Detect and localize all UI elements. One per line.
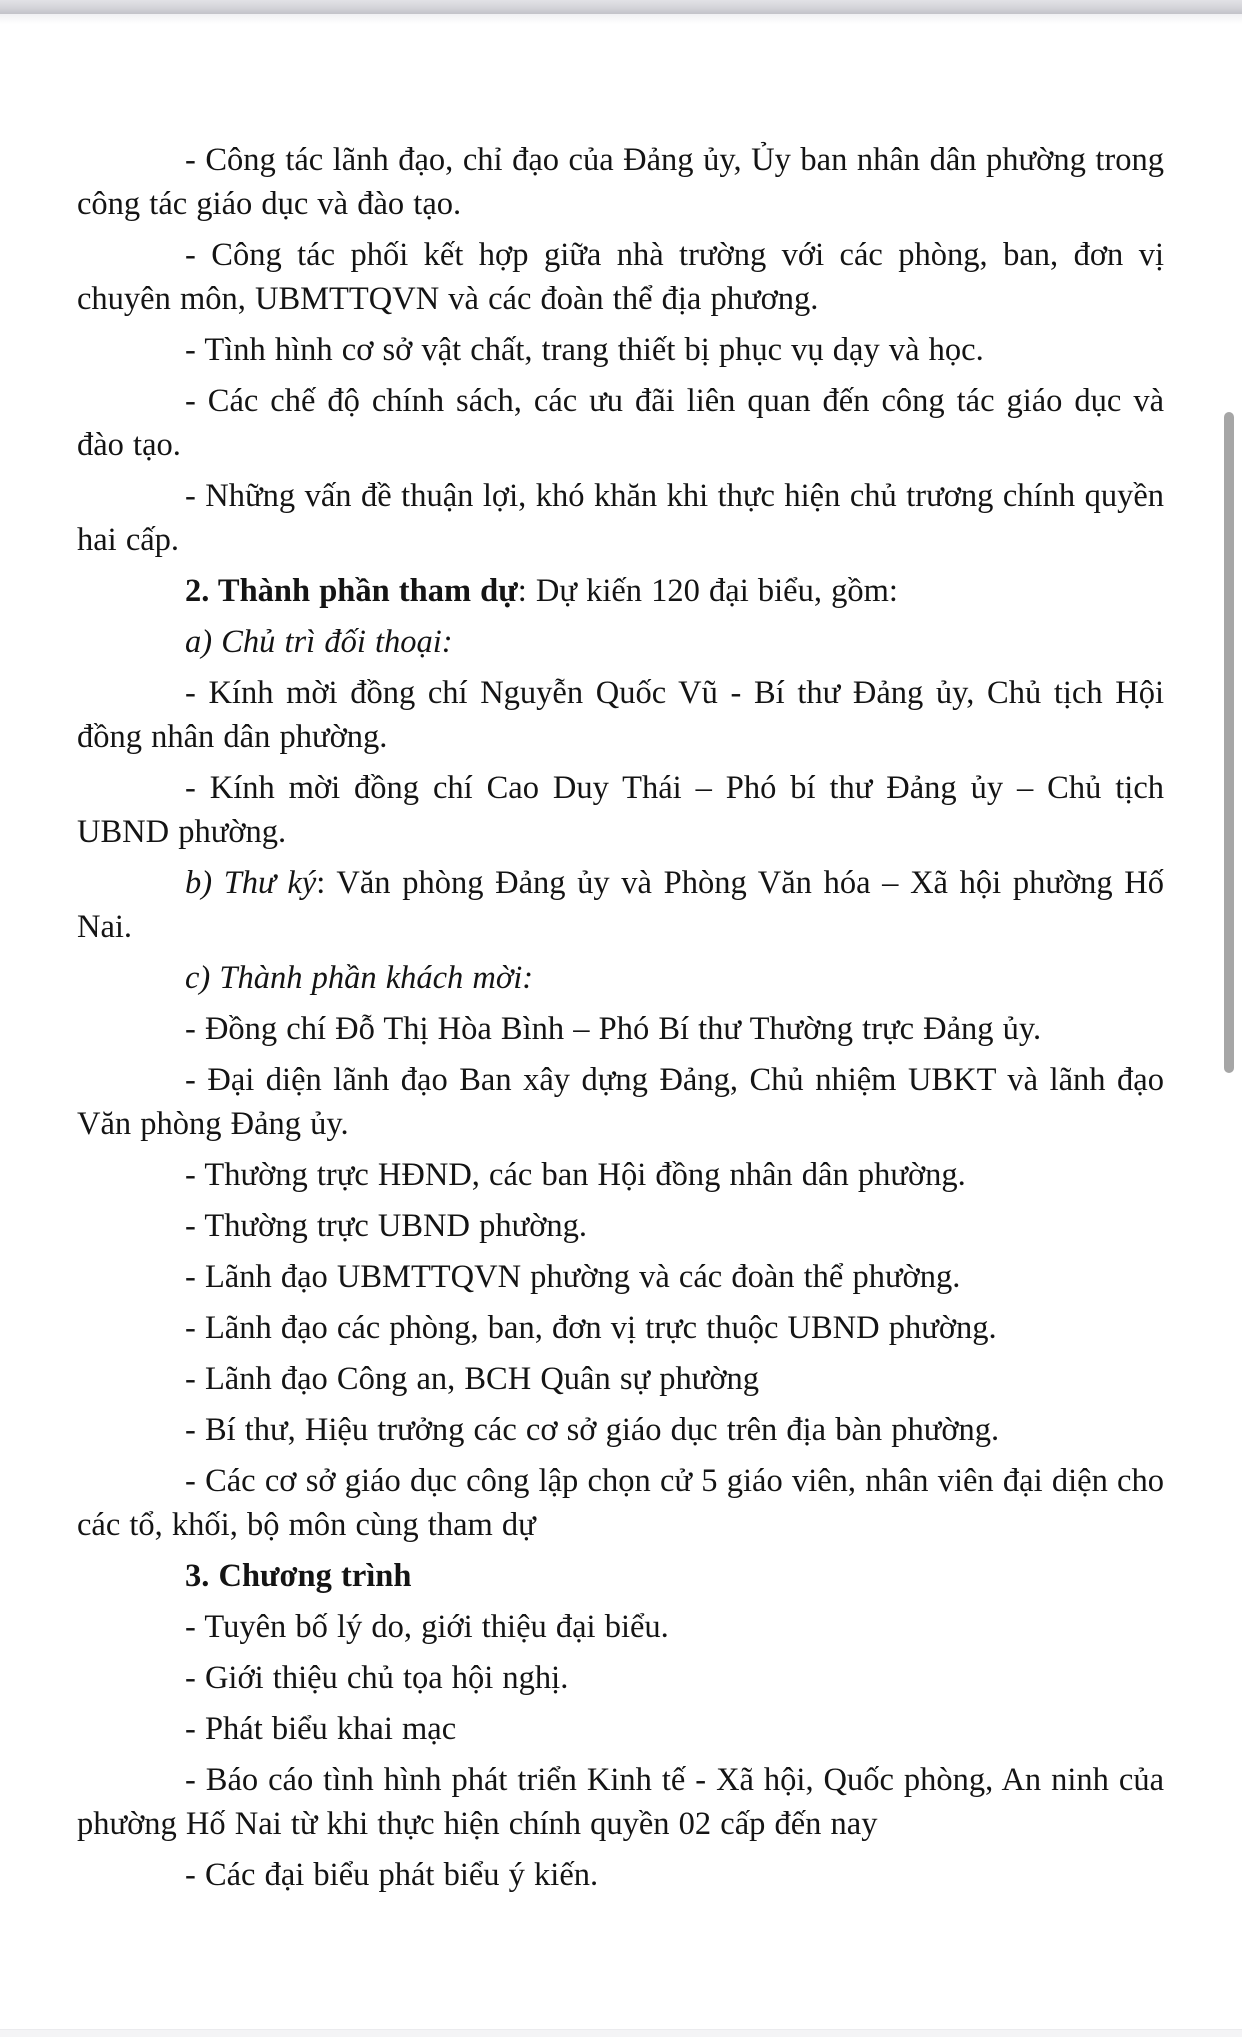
text-run: - Bí thư, Hiệu trưởng các cơ sở giáo dục trên địa bàn phường. — [185, 1412, 1000, 1448]
paragraph — [77, 328, 1164, 372]
text-run: : Văn phòng Đảng ủy và Phòng Văn hóa – Xã hội phường Hố Nai. — [77, 865, 1164, 945]
text-run: b) Thư ký — [185, 865, 317, 901]
text-run: - Thường trực UBND phường. — [185, 1208, 588, 1244]
paragraph — [77, 1306, 1164, 1350]
paragraph — [77, 766, 1164, 854]
paragraph — [77, 1007, 1164, 1051]
paragraph — [77, 233, 1164, 321]
text-run: - Các cơ sở giáo dục công lập chọn cử 5 giáo viên, nhân viên đại diện cho các tổ, khối, bộ môn cùng tham dự — [77, 1463, 1164, 1543]
top-chrome-bar — [0, 0, 1242, 14]
text-run: - Lãnh đạo các phòng, ban, đơn vị trực thuộc UBND phường. — [185, 1310, 997, 1346]
paragraph — [77, 1255, 1164, 1299]
text-run: - Lãnh đạo UBMTTQVN phường và các đoàn thể phường. — [185, 1259, 961, 1295]
text-run: - Thường trực HĐND, các ban Hội đồng nhân dân phường. — [185, 1157, 966, 1193]
top-chrome-shadow — [0, 14, 1242, 24]
bottom-edge-strip — [0, 2029, 1242, 2037]
text-run: - Báo cáo tình hình phát triển Kinh tế - Xã hội, Quốc phòng, An ninh của phường Hố Nai từ khi thực hiện chính quyền 02 cấp đến nay — [77, 1762, 1164, 1842]
text-run: 2. Thành phần tham dự — [185, 573, 518, 609]
text-run: c) Thành phần khách mời: — [185, 960, 534, 996]
paragraph — [77, 474, 1164, 562]
paragraph — [77, 671, 1164, 759]
text-run: - Đại diện lãnh đạo Ban xây dựng Đảng, Chủ nhiệm UBKT và lãnh đạo Văn phòng Đảng ủy. — [77, 1062, 1164, 1142]
paragraph — [77, 1204, 1164, 1248]
text-run: - Các chế độ chính sách, các ưu đãi liên quan đến công tác giáo dục và đào tạo. — [77, 383, 1164, 463]
paragraph — [77, 1656, 1164, 1700]
text-run: - Công tác phối kết hợp giữa nhà trường với các phòng, ban, đơn vị chuyên môn, UBMTTQVN và các đoàn thể địa phương. — [77, 237, 1164, 317]
paragraph — [77, 379, 1164, 467]
paragraph — [77, 1408, 1164, 1452]
text-run: - Giới thiệu chủ tọa hội nghị. — [185, 1660, 569, 1696]
text-run: 3. Chương trình — [185, 1558, 412, 1594]
text-run: - Tuyên bố lý do, giới thiệu đại biểu. — [185, 1609, 669, 1645]
paragraph — [77, 861, 1164, 949]
paragraph — [77, 1554, 1164, 1598]
text-run: - Các đại biểu phát biểu ý kiến. — [185, 1857, 599, 1893]
text-run: - Những vấn đề thuận lợi, khó khăn khi thực hiện chủ trương chính quyền hai cấp. — [77, 478, 1164, 558]
paragraph — [77, 620, 1164, 664]
paragraph — [77, 569, 1164, 613]
text-run: : Dự kiến 120 đại biểu, gồm: — [517, 573, 898, 609]
text-run: - Kính mời đồng chí Cao Duy Thái – Phó bí thư Đảng ủy – Chủ tịch UBND phường. — [77, 770, 1164, 850]
text-run: - Công tác lãnh đạo, chỉ đạo của Đảng ủy, Ủy ban nhân dân phường trong công tác giáo dục và đào tạo. — [77, 142, 1164, 222]
paragraph — [77, 1153, 1164, 1197]
paragraph — [77, 1357, 1164, 1401]
paragraph — [77, 956, 1164, 1000]
paragraph — [77, 138, 1164, 226]
paragraph — [77, 1605, 1164, 1649]
paragraph — [77, 1707, 1164, 1751]
scrollbar-thumb[interactable] — [1224, 412, 1234, 1073]
text-run: - Tình hình cơ sở vật chất, trang thiết bị phục vụ dạy và học. — [185, 332, 984, 368]
text-run: - Đồng chí Đỗ Thị Hòa Bình – Phó Bí thư Thường trực Đảng ủy. — [185, 1011, 1042, 1047]
text-run: - Kính mời đồng chí Nguyễn Quốc Vũ - Bí thư Đảng ủy, Chủ tịch Hội đồng nhân dân phường. — [77, 675, 1164, 755]
text-run: - Lãnh đạo Công an, BCH Quân sự phường — [185, 1361, 760, 1397]
text-run: - Phát biểu khai mạc — [185, 1711, 457, 1747]
text-run: a) Chủ trì đối thoại: — [185, 624, 453, 660]
paragraph — [77, 1058, 1164, 1146]
paragraph — [77, 1459, 1164, 1547]
paragraph — [77, 1758, 1164, 1846]
paragraph — [77, 1853, 1164, 1897]
